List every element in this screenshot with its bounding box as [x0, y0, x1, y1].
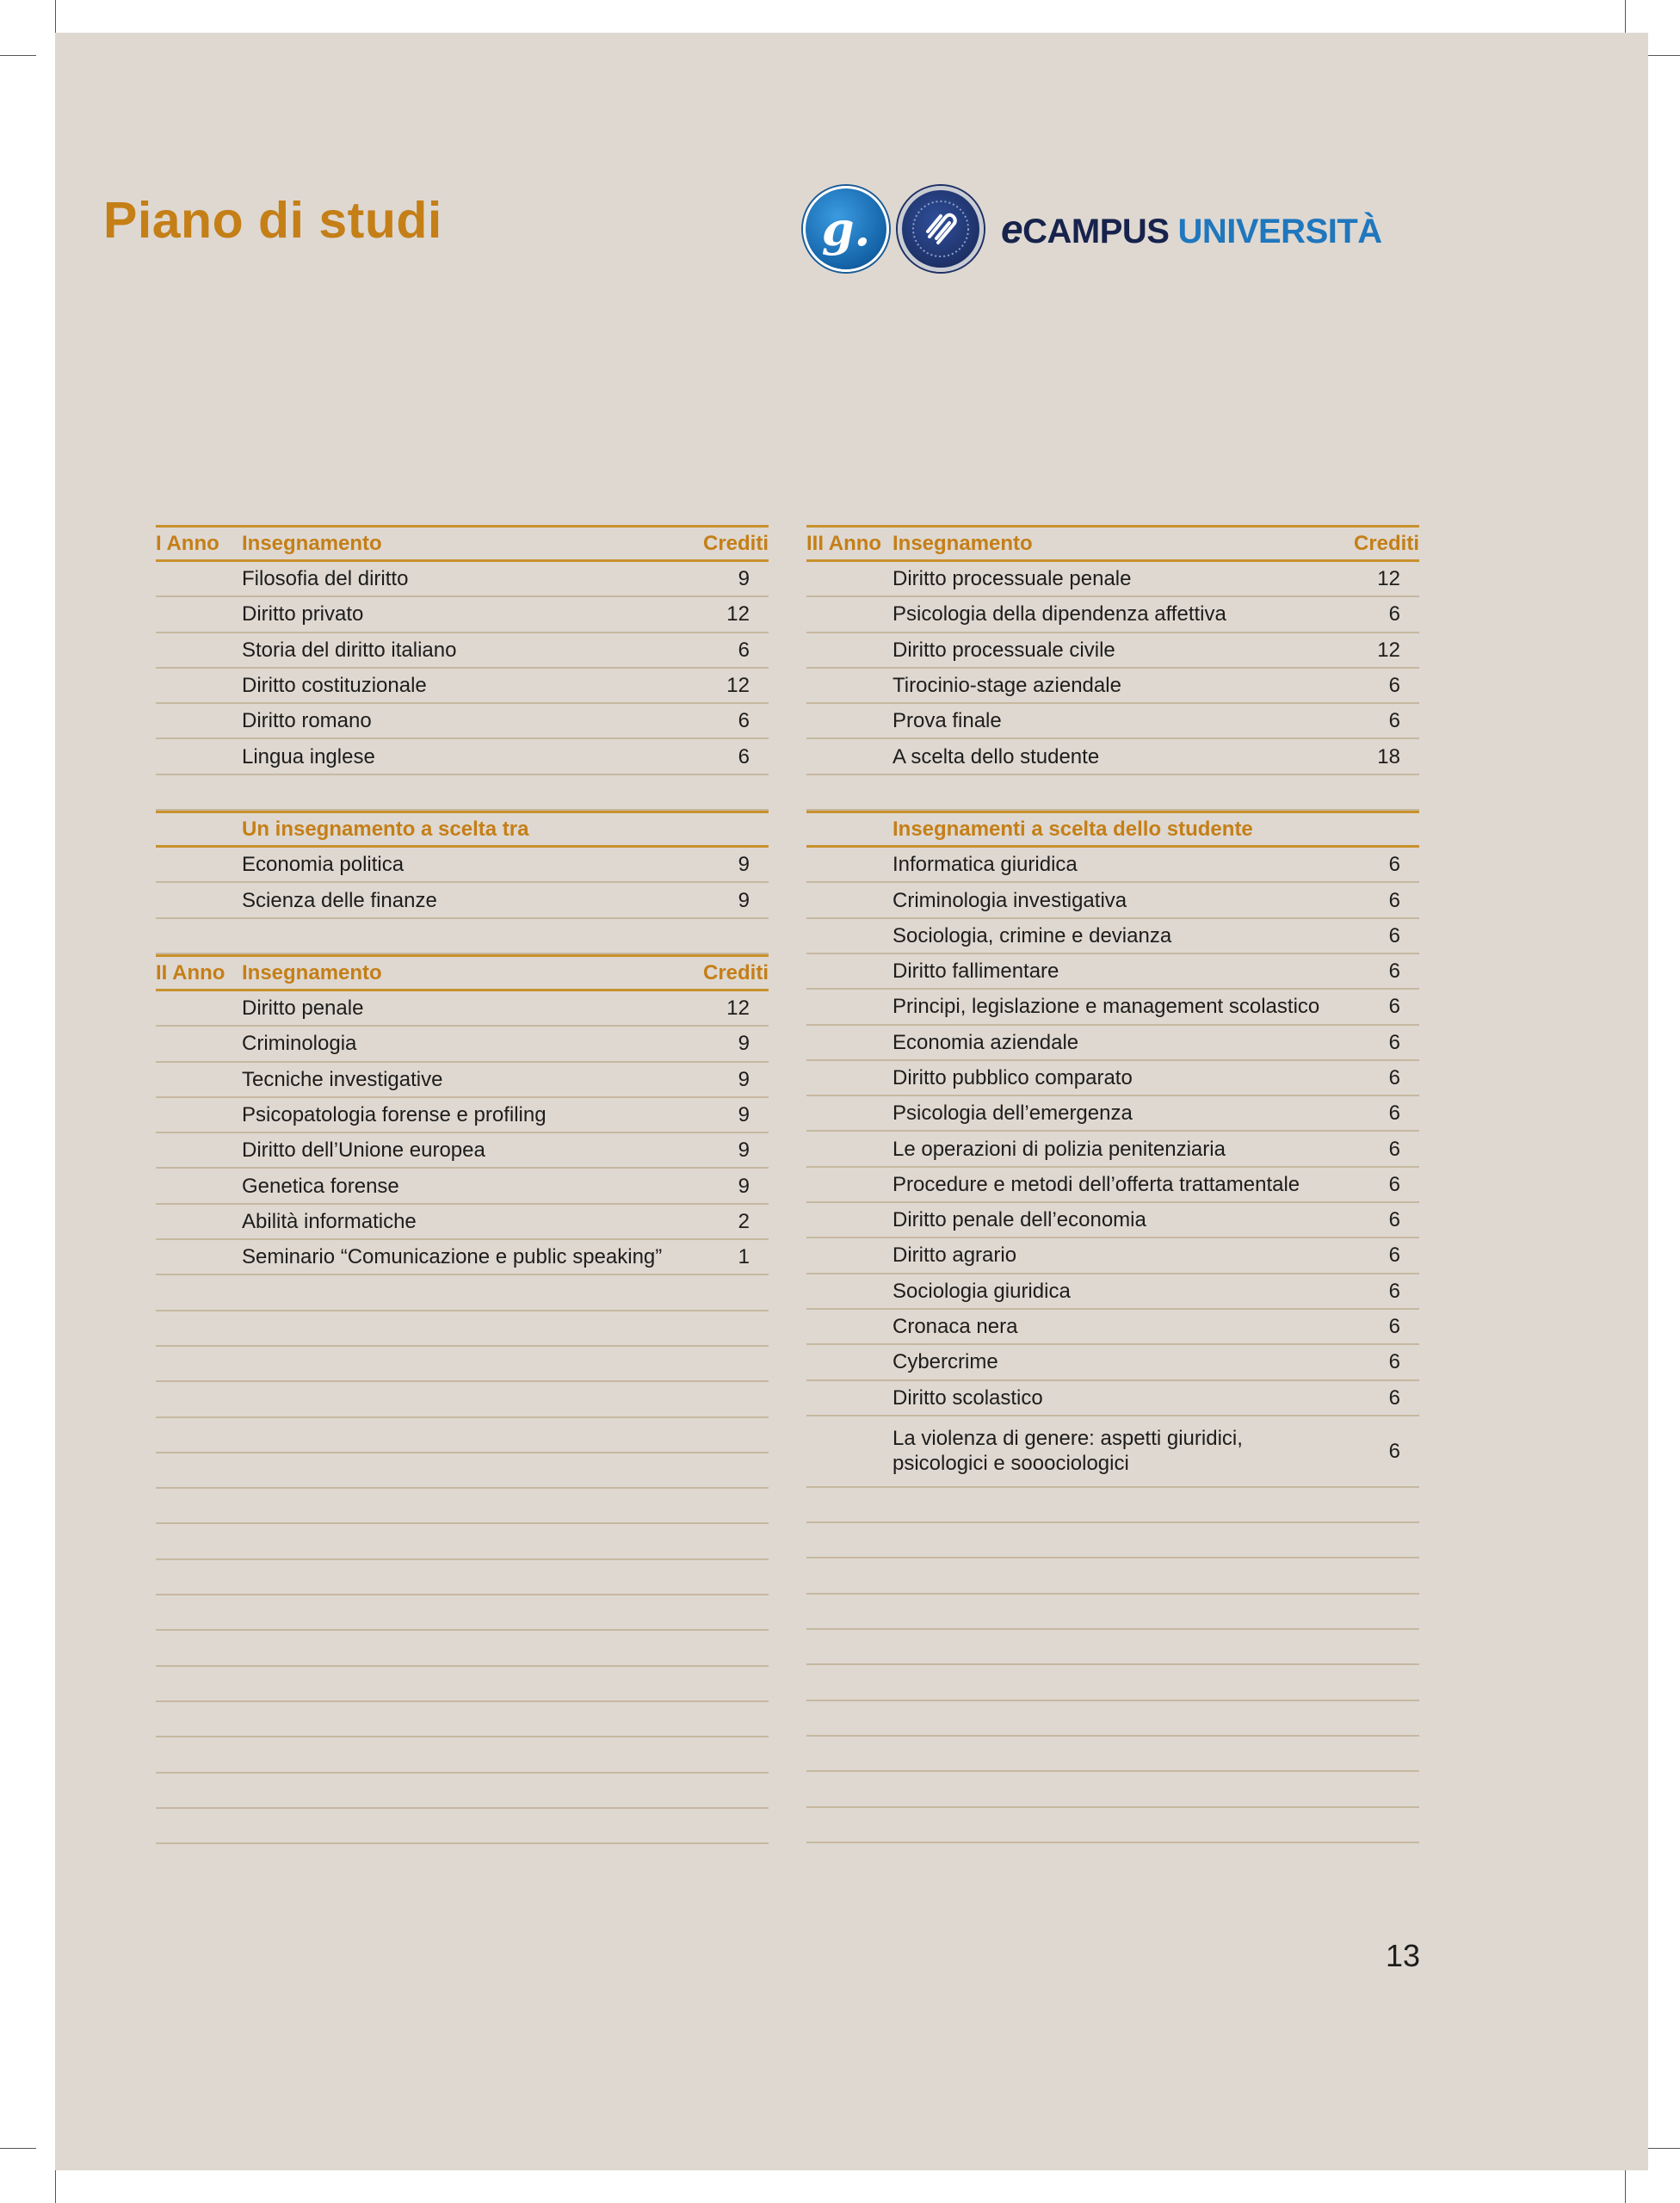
- course-header: Insegnamento: [242, 960, 382, 984]
- course-credits: 12: [726, 602, 750, 626]
- course-credits: 6: [1388, 1137, 1400, 1161]
- course-name: Sociologia giuridica: [892, 1279, 1071, 1303]
- elective-choice-title: Un insegnamento a scelta tra: [242, 818, 529, 842]
- course-credits: 6: [1388, 1385, 1400, 1410]
- table-row: [806, 633, 1419, 669]
- empty-row: [806, 1558, 1419, 1594]
- empty-row: [806, 1595, 1419, 1630]
- empty-row: [156, 1809, 769, 1844]
- page-title: Piano di studi: [103, 192, 442, 249]
- course-credits: 6: [1388, 923, 1400, 947]
- course-name: Diritto romano: [242, 709, 372, 733]
- empty-row: [806, 1630, 1419, 1665]
- credits-header: Crediti: [702, 532, 769, 555]
- course-name: Diritto privato: [242, 602, 364, 626]
- ecampus-wordmark: [1001, 206, 1382, 252]
- course-credits: 9: [738, 1067, 750, 1091]
- table-row: [806, 562, 1419, 597]
- wordmark-campus: CAMPUS: [1022, 213, 1170, 250]
- course-name: Economia aziendale: [892, 1030, 1079, 1054]
- table-row: [806, 1132, 1419, 1167]
- table-row: [806, 1416, 1419, 1488]
- wordmark-universita: UNIVERSITÀ: [1177, 213, 1382, 250]
- course-credits: 9: [738, 567, 750, 591]
- empty-row: [156, 1774, 769, 1809]
- crop-mark: [55, 0, 56, 33]
- table-row: [156, 1133, 769, 1169]
- empty-row: [156, 1667, 769, 1702]
- course-name: Diritto penale: [242, 997, 364, 1021]
- course-credits: 6: [738, 638, 750, 662]
- course-header: Insegnamento: [242, 532, 382, 555]
- course-credits: 12: [726, 674, 750, 698]
- course-name: Criminologia: [242, 1032, 357, 1056]
- course-credits: 6: [1388, 602, 1400, 626]
- empty-row: [156, 1595, 769, 1631]
- course-name: Procedure e metodi dell’offerta trattamentale: [892, 1172, 1300, 1196]
- table-row: [156, 739, 769, 774]
- table-row: [156, 597, 769, 633]
- empty-row: [156, 1311, 769, 1347]
- table-header-second-year: [156, 954, 769, 991]
- course-name: Diritto pubblico comparato: [892, 1066, 1133, 1089]
- course-name: Le operazioni di polizia penitenziaria: [892, 1137, 1226, 1161]
- course-name: Seminario “Comunicazione e public speaking”: [242, 1245, 663, 1269]
- table-row: [806, 1168, 1419, 1203]
- course-name: Diritto processuale civile: [892, 638, 1115, 662]
- course-name: Cronaca nera: [892, 1315, 1018, 1339]
- course-credits: 6: [1388, 995, 1400, 1019]
- course-name: Prova finale: [892, 709, 1002, 733]
- table-row: [806, 1096, 1419, 1132]
- course-name: Diritto costituzionale: [242, 674, 427, 698]
- course-name: Psicopatologia forense e profiling: [242, 1103, 547, 1126]
- course-credits: 9: [738, 1139, 750, 1163]
- course-name: Cybercrime: [892, 1350, 998, 1374]
- crop-mark: [1625, 0, 1626, 33]
- course-credits: 6: [1388, 888, 1400, 912]
- empty-row: [156, 1560, 769, 1595]
- course-name: Tecniche investigative: [242, 1067, 443, 1091]
- empty-row: [156, 1382, 769, 1417]
- credits-header: Crediti: [702, 960, 769, 984]
- table-row: [156, 1063, 769, 1098]
- g-seal-logo-icon: [803, 186, 889, 272]
- table-row: [806, 919, 1419, 954]
- course-name: Diritto agrario: [892, 1243, 1017, 1268]
- course-credits: 9: [738, 1174, 750, 1198]
- crop-mark: [1644, 55, 1680, 56]
- empty-row: [156, 1631, 769, 1666]
- elective-choice-header: [156, 811, 769, 848]
- right-column: [806, 525, 1419, 1843]
- university-logo: [803, 183, 1382, 275]
- course-credits: 6: [738, 709, 750, 733]
- empty-row: [806, 1488, 1419, 1523]
- course-credits: 9: [738, 1032, 750, 1056]
- crop-mark: [0, 2148, 36, 2149]
- table-row: [156, 848, 769, 883]
- year-label: II Anno: [156, 960, 225, 984]
- crop-mark: [1644, 2148, 1680, 2149]
- course-name: Filosofia del diritto: [242, 567, 409, 591]
- table-header-third-year: [806, 525, 1419, 562]
- table-row: [806, 1310, 1419, 1345]
- course-credits: 12: [1377, 567, 1400, 591]
- empty-row: [156, 1347, 769, 1382]
- empty-row: [156, 1737, 769, 1773]
- crop-mark: [55, 2170, 56, 2203]
- course-name: Lingua inglese: [242, 744, 375, 768]
- table-row: [806, 1026, 1419, 1061]
- table-row: [156, 1169, 769, 1204]
- empty-row: [806, 1523, 1419, 1558]
- table-row: [806, 848, 1419, 883]
- course-credits: 9: [738, 1103, 750, 1126]
- course-name: Criminologia investigativa: [892, 888, 1127, 912]
- student-electives-title: Insegnamenti a scelta dello studente: [892, 818, 1253, 842]
- course-credits: 18: [1377, 744, 1400, 768]
- table-row: [806, 1061, 1419, 1096]
- table-row: [806, 597, 1419, 633]
- course-credits: 6: [1388, 1172, 1400, 1196]
- course-name: Principi, legislazione e management scolastico: [892, 995, 1320, 1019]
- table-row: [156, 991, 769, 1027]
- crop-mark: [1625, 2170, 1626, 2203]
- course-name: Psicologia dell’emergenza: [892, 1102, 1133, 1126]
- course-name: Diritto fallimentare: [892, 960, 1059, 984]
- course-credits: 6: [1388, 1350, 1400, 1374]
- course-name: A scelta dello studente: [892, 744, 1100, 768]
- course-credits: 6: [1388, 1208, 1400, 1232]
- table-row: [156, 704, 769, 739]
- table-row: [806, 990, 1419, 1025]
- course-name: Storia del diritto italiano: [242, 638, 457, 662]
- ecampus-seal-logo-icon: [898, 186, 984, 272]
- crop-mark: [0, 55, 36, 56]
- table-row: [156, 1098, 769, 1133]
- course-name: Tirocinio-stage aziendale: [892, 674, 1121, 698]
- course-credits: 6: [1388, 1439, 1400, 1463]
- table-row: [806, 1238, 1419, 1274]
- year-label: III Anno: [806, 532, 882, 555]
- course-credits: 6: [1388, 1279, 1400, 1303]
- course-credits: 9: [738, 888, 750, 912]
- credits-header: Crediti: [1353, 532, 1419, 555]
- table-row: [806, 1381, 1419, 1416]
- course-name: Diritto scolastico: [892, 1385, 1043, 1410]
- table-row: [156, 1027, 769, 1062]
- course-credits: 6: [738, 744, 750, 768]
- course-credits: 9: [738, 853, 750, 877]
- empty-row: [806, 1665, 1419, 1700]
- course-name: Diritto penale dell’economia: [892, 1208, 1146, 1232]
- empty-row: [156, 775, 769, 811]
- empty-row: [806, 1737, 1419, 1772]
- course-credits: 6: [1388, 1030, 1400, 1054]
- empty-row: [806, 1772, 1419, 1807]
- course-name: Genetica forense: [242, 1174, 399, 1198]
- g-seal-mark: g.: [821, 201, 871, 256]
- empty-row: [806, 775, 1419, 811]
- wordmark-e: e: [1001, 207, 1023, 251]
- table-row: [156, 562, 769, 597]
- course-name: Diritto processuale penale: [892, 567, 1132, 591]
- course-name: Abilità informatiche: [242, 1209, 417, 1233]
- course-header: Insegnamento: [892, 532, 1033, 555]
- table-row: [156, 669, 769, 704]
- course-name: Psicologia della dipendenza affettiva: [892, 602, 1226, 626]
- course-name: Scienza delle finanze: [242, 888, 437, 912]
- course-credits: 12: [1377, 638, 1400, 662]
- table-row: [806, 1345, 1419, 1380]
- paperclip-emblem-icon: [911, 199, 971, 259]
- left-column: [156, 525, 769, 1844]
- table-row: [806, 1274, 1419, 1310]
- table-row: [156, 883, 769, 918]
- year-label: I Anno: [156, 532, 219, 555]
- empty-row: [156, 1275, 769, 1311]
- empty-row: [156, 919, 769, 954]
- course-credits: 6: [1388, 1315, 1400, 1339]
- table-row: [806, 704, 1419, 739]
- empty-row: [806, 1808, 1419, 1843]
- course-credits: 12: [726, 997, 750, 1021]
- course-name: Economia politica: [242, 853, 405, 877]
- course-credits: 6: [1388, 960, 1400, 984]
- course-credits: 6: [1388, 853, 1400, 877]
- table-row: [806, 739, 1419, 774]
- course-credits: 1: [738, 1245, 750, 1269]
- table-row: [156, 1240, 769, 1275]
- course-credits: 6: [1388, 1243, 1400, 1268]
- page-number: 13: [1386, 1938, 1421, 1973]
- table-row: [806, 954, 1419, 990]
- empty-row: [156, 1702, 769, 1737]
- course-name: Sociologia, crimine e devianza: [892, 923, 1172, 947]
- table-header-first-year: [156, 525, 769, 562]
- course-credits: 6: [1388, 1102, 1400, 1126]
- table-row: [806, 1203, 1419, 1238]
- course-credits: 6: [1388, 709, 1400, 733]
- table-row: [156, 633, 769, 669]
- table-row: [156, 1205, 769, 1240]
- course-name: Diritto dell’Unione europea: [242, 1139, 485, 1163]
- empty-row: [156, 1489, 769, 1524]
- course-credits: 2: [738, 1209, 750, 1233]
- course-credits: 6: [1388, 674, 1400, 698]
- empty-row: [806, 1701, 1419, 1737]
- empty-row: [156, 1418, 769, 1453]
- student-electives-header: [806, 811, 1419, 848]
- course-name: La violenza di genere: aspetti giuridici, psicologici e sooociologici: [892, 1427, 1243, 1476]
- empty-row: [156, 1453, 769, 1489]
- course-credits: 6: [1388, 1066, 1400, 1089]
- course-name: Informatica giuridica: [892, 853, 1078, 877]
- empty-row: [156, 1524, 769, 1559]
- table-row: [806, 669, 1419, 704]
- table-row: [806, 883, 1419, 918]
